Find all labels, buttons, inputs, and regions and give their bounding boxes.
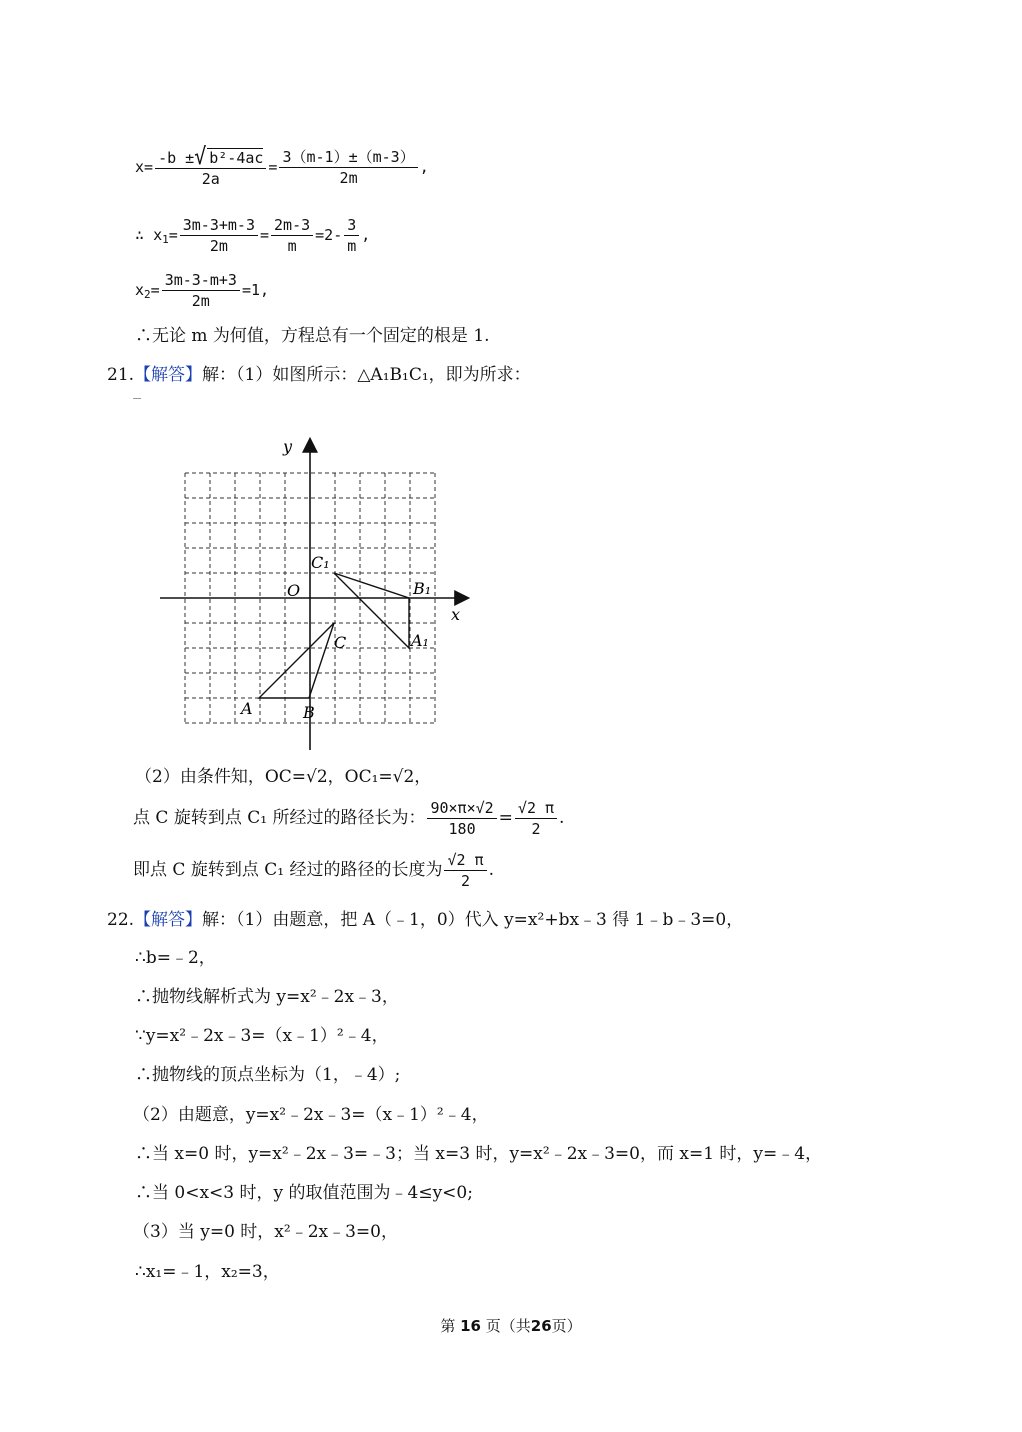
origin-label: O xyxy=(287,581,301,600)
q22-line2: ∴b=﹣2， xyxy=(135,948,216,968)
q21-answer-tag: 【解答】 xyxy=(134,365,203,385)
y-axis-label: y xyxy=(283,437,293,456)
path-result-den: 2 xyxy=(531,820,541,838)
comma: , xyxy=(361,226,371,244)
path-result-num: √2 π xyxy=(515,798,557,819)
footer-prefix: 第 xyxy=(440,1317,456,1335)
q22-line5: ∴抛物线的顶点坐标为（1，﹣4）; xyxy=(135,1065,401,1085)
q22-line6: （2）由题意，y=x²﹣2x﹣3=（x﹣1）²﹣4， xyxy=(133,1105,489,1125)
period: . xyxy=(488,860,494,880)
point-b1-label: B₁ xyxy=(413,579,432,598)
footer-total-pages: 26 xyxy=(530,1317,552,1335)
x-axis-label: x xyxy=(451,605,461,624)
x2-lhs: x xyxy=(135,281,145,299)
x2-num: 3m-3-m+3 xyxy=(162,270,240,291)
x1-fraction-1 xyxy=(180,215,258,256)
x1-mid: =2- xyxy=(315,226,343,244)
x1-f2-num: 2m-3 xyxy=(271,215,313,236)
stray-dash xyxy=(133,398,141,399)
footer-middle: 页（共 xyxy=(485,1317,531,1335)
path-num: 90×π×√2 xyxy=(427,798,496,819)
q22-line9: （3）当 y=0 时，x²﹣2x﹣3=0， xyxy=(133,1222,398,1242)
equals-sign: = xyxy=(268,158,278,176)
q22-header xyxy=(107,908,743,932)
q22-line10: ∴x₁=﹣1，x₂=3， xyxy=(135,1262,280,1282)
x1-line xyxy=(135,215,370,256)
q22-number: 22. xyxy=(107,910,135,930)
x2-rest: =1, xyxy=(241,281,270,299)
x1-fraction-2 xyxy=(271,215,313,256)
equals-sign: = xyxy=(168,226,178,244)
x1-lhs: x xyxy=(153,226,163,244)
equals-sign: = xyxy=(498,808,513,828)
x1-f2-den: m xyxy=(287,237,297,255)
quadratic-fraction xyxy=(155,142,266,189)
q22-line3: ∴抛物线解析式为 y=x²﹣2x﹣3， xyxy=(135,987,399,1007)
q22-line4: ∵y=x²﹣2x﹣3=（x﹣1）²﹣4， xyxy=(135,1026,389,1046)
path-den: 180 xyxy=(448,820,476,838)
quad-denominator: 2a xyxy=(201,170,220,188)
x2-fraction xyxy=(162,270,240,311)
period: . xyxy=(559,808,565,828)
substituted-fraction xyxy=(279,147,417,188)
coordinate-graph xyxy=(155,432,475,752)
quad-radicand: b²-4ac xyxy=(209,149,264,167)
q22-line7: ∴当 x=0 时，y=x²﹣2x﹣3=﹣3；当 x=3 时，y=x²﹣2x﹣3=0，而 x=1 时，y=﹣4， xyxy=(135,1144,823,1164)
x1-sub: 1 xyxy=(162,233,169,246)
therefore-symbol: ∴ xyxy=(135,226,145,244)
x1-f3-den: m xyxy=(347,237,357,255)
quadratic-formula-line xyxy=(135,142,429,189)
q21-final-line xyxy=(133,850,494,891)
x2-line xyxy=(135,270,269,311)
sub-numerator: 3（m-1）±（m-3） xyxy=(279,147,417,168)
final-fraction xyxy=(444,850,486,891)
q21-text: 解：（1）如图所示：△A₁B₁C₁，即为所求： xyxy=(202,365,531,385)
q21-header xyxy=(107,363,531,387)
point-c1-label: C₁ xyxy=(311,553,330,572)
conclusion-20: ∴无论 m 为何值，方程总有一个固定的根是 1. xyxy=(135,326,490,346)
radical-sign: √ xyxy=(194,142,207,170)
q22-line1: 解：（1）由题意，把 A（﹣1，0）代入 y=x²+bx﹣3 得 1﹣b﹣3=0， xyxy=(202,910,744,930)
q22-line8: ∴当 0<x<3 时，y 的取值范围为﹣4≤y<0; xyxy=(135,1183,473,1203)
path-result-fraction xyxy=(515,798,557,839)
equals-sign: = xyxy=(150,281,160,299)
final-den: 2 xyxy=(461,872,471,890)
sub-denominator: 2m xyxy=(339,169,358,187)
x1-f1-num: 3m-3+m-3 xyxy=(180,215,258,236)
triangle-abc xyxy=(259,623,334,698)
q22-answer-tag: 【解答】 xyxy=(134,910,203,930)
point-b-label: B xyxy=(303,703,315,722)
equals-sign: = xyxy=(260,226,270,244)
x2-den: 2m xyxy=(191,292,210,310)
point-a-label: A xyxy=(241,699,253,718)
x1-f3-num: 3 xyxy=(344,215,359,236)
q21-path-line xyxy=(133,798,564,839)
point-c-label: C xyxy=(334,633,347,652)
x2-sub: 2 xyxy=(144,288,151,301)
quad-numerator-left: -b ± xyxy=(158,149,195,167)
formula-lhs: x= xyxy=(135,158,154,176)
x1-fraction-3 xyxy=(344,215,359,256)
q21-part2-line1: （2）由条件知，OC=√2，OC₁=√2， xyxy=(135,767,432,787)
footer-suffix: 页） xyxy=(551,1317,582,1335)
page-footer xyxy=(0,1315,1022,1336)
q21-number: 21. xyxy=(107,365,135,385)
final-prefix: 即点 C 旋转到点 C₁ 经过的路径的长度为 xyxy=(133,860,443,880)
path-fraction xyxy=(427,798,496,839)
final-num: √2 π xyxy=(444,850,486,871)
point-a1-label: A₁ xyxy=(411,631,429,650)
path-prefix: 点 C 旋转到点 C₁ 所经过的路径长为： xyxy=(133,808,426,828)
footer-page-number: 16 xyxy=(460,1317,481,1335)
comma: , xyxy=(419,158,429,176)
x1-f1-den: 2m xyxy=(209,237,228,255)
